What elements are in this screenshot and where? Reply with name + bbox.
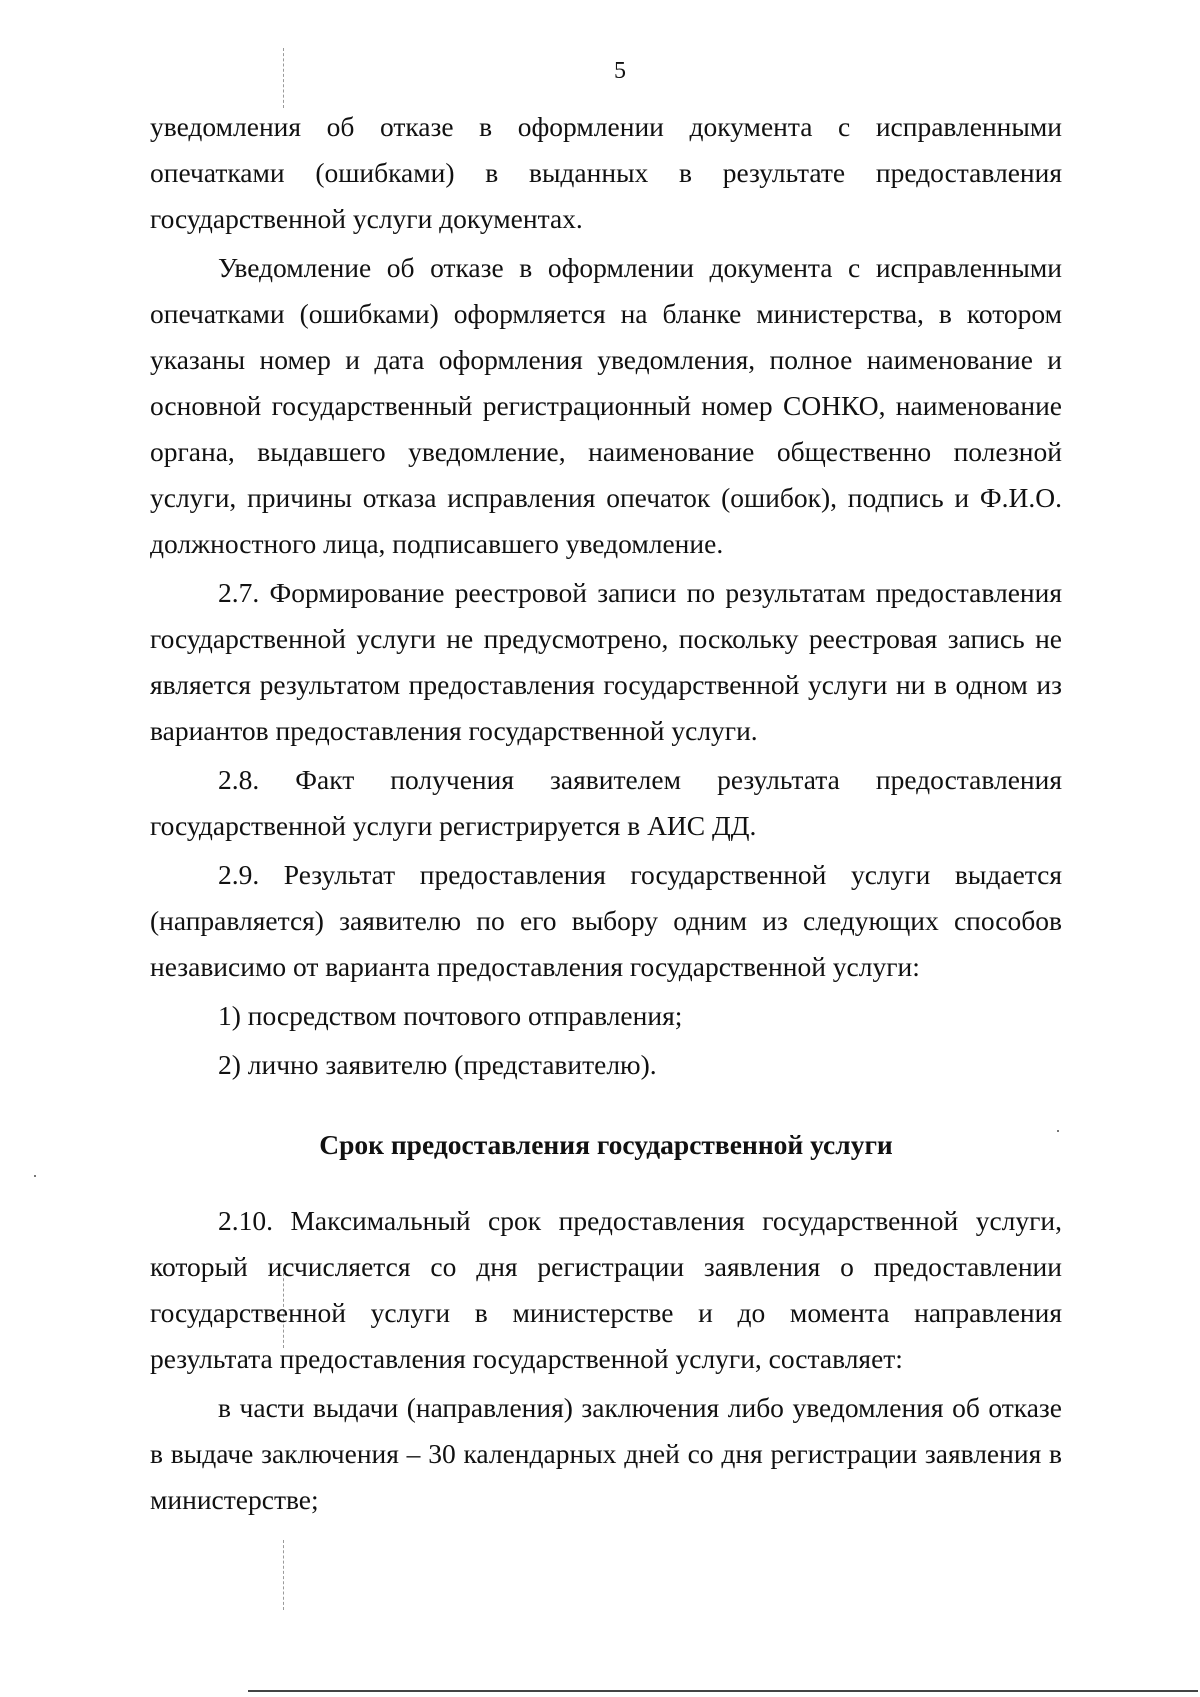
- scan-fold-mark: [283, 1540, 284, 1610]
- scan-speck: [34, 1175, 36, 1177]
- footer-rule: [248, 1690, 1198, 1692]
- paragraph: Уведомление об отказе в оформлении документа с исправленными опечатками (ошибками) оформляется на бланке министерства, в котором указаны номер и дата оформления уведомления, полное наименование и основной государственный регистрационный номер СОНКО, наименование органа, выдавшего уведомление, наименование общественно полезной услуги, причины отказа исправления опечаток (ошибок), подпись и Ф.И.О. должностного лица, подписавшего уведомление.: [150, 252, 1062, 559]
- paragraph-2-9: 2.9. Результат предоставления государственной услуги выдается (направляется) заявителю по его выбору одним из следующих способов независимо от варианта предоставления государственной услуги:: [150, 859, 1062, 982]
- document-body: [150, 104, 1062, 1526]
- paragraph-2-10: 2.10. Максимальный срок предоставления государственной услуги, который исчисляется со дня регистрации заявления о предоставлении государственной услуги в министерстве и до момента направления результата предоставления государственной услуги, составляет:: [150, 1205, 1062, 1374]
- list-item: 2) лично заявителю (представителю).: [218, 1049, 657, 1080]
- page-number: 5: [614, 58, 626, 84]
- paragraph: в части выдачи (направления) заключения либо уведомления об отказе в выдаче заключения – 30 календарных дней со дня регистрации заявления в министерстве;: [150, 1392, 1062, 1515]
- section-heading: Срок предоставления государственной услуги: [319, 1129, 893, 1160]
- paragraph: уведомления об отказе в оформлении документа с исправленными опечатками (ошибками) в выданных в результате предоставления государственной услуги документах.: [150, 111, 1062, 234]
- list-item: 1) посредством почтового отправления;: [218, 1000, 683, 1031]
- paragraph-2-7: 2.7. Формирование реестровой записи по результатам предоставления государственной услуги не предусмотрено, поскольку реестровая запись не является результатом предоставления государственной услуги ни в одном из вариантов предоставления государственной услуги.: [150, 577, 1062, 746]
- paragraph-2-8: 2.8. Факт получения заявителем результата предоставления государственной услуги регистрируется в АИС ДД.: [150, 764, 1062, 841]
